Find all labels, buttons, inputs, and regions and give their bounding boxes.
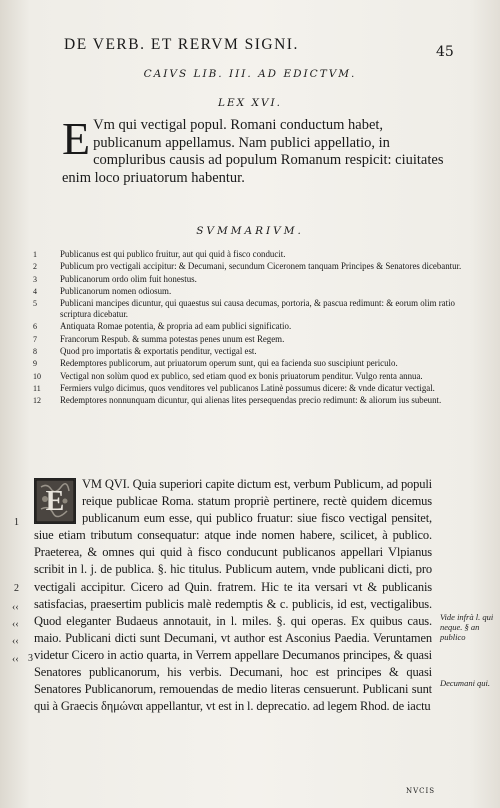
summary-item-number: 11 (33, 383, 41, 393)
ornament-icon (35, 479, 75, 523)
line-marker: 2 (14, 583, 19, 594)
line-marker: ‹‹ (12, 654, 19, 665)
summary-item (33, 261, 463, 272)
summary-item-number: 9 (33, 359, 37, 369)
summary-item-text: Publicani mancipes dicuntur, qui quaestus sui causa decumas, portoria, & pascua redimunt: & eorum olim ratio scriptura dicebatur. (60, 298, 455, 320)
summary-item-number: 1 (33, 250, 37, 259)
summary-list (33, 249, 463, 408)
opening-initial: E (62, 113, 91, 164)
line-marker: ‹‹ (12, 636, 19, 647)
summary-item-number: 2 (33, 262, 37, 272)
summary-item-number: 8 (33, 347, 37, 357)
summary-item (33, 371, 463, 382)
catchword: NVCIS (406, 787, 436, 795)
summary-item-text: Publicanorum ordo olim fuit honestus. (60, 273, 197, 284)
summary-item-text: Quod pro importatis & exportatis penditur, vectigal est. (60, 346, 257, 357)
summary-item-text: Francorum Respub. & summa potestas penes unum est Regem. (60, 333, 285, 344)
summary-item-text: Redemptores nonnunquam dicuntur, qui alienas lites persequendas precio redimunt: & aliorum ius subeunt. (60, 395, 442, 406)
opening-text: Vm qui vectigal popul. Romani conductum habet, publicanum appellamus. Nam publici appellatio, in compluribus causis ad populum Romanum respicit: ciuitates enim loco priuatorum habentur. (62, 117, 444, 186)
summary-item (33, 298, 463, 320)
commentary-body (34, 476, 432, 715)
summary-item-text: Publicanorum nomen odiosum. (60, 285, 172, 296)
summary-item-number: 6 (33, 322, 37, 332)
summary-item (33, 346, 463, 357)
summary-item (33, 383, 463, 394)
summary-item-number: 7 (33, 334, 37, 344)
summary-item (33, 274, 463, 285)
summary-item (33, 395, 463, 406)
line-marker: ‹‹ (12, 619, 19, 630)
lex-number: LEX XVI. (218, 97, 282, 109)
summary-item-text: Publicanus est qui publico fruitur, aut qui quid à fisco conducit. (60, 249, 286, 259)
summary-item-text: Antiquata Romae potentia, & propria ad eam publici significatio. (60, 321, 292, 332)
summary-title: SVMMARIVM. (196, 225, 304, 237)
summary-item (33, 334, 463, 345)
line-marker: ‹‹ (12, 602, 19, 613)
decorated-initial (34, 478, 76, 524)
margin-note: Vide infrà l. qui neque. § an publico (440, 612, 494, 642)
line-marker: 1 (14, 517, 19, 528)
commentary-text: VM QVI. Quia superiori capite dictum est, verbum Publicum, ad populi reique publicae Roma. statum propriè pertinere, rectè quidem dicemus publicanum eum esse, qui publico fruatur: siue fisco vectigal pensitet, siue etiam tributum consequatur: atque inde nomen habere, scilicet, à publico. Praeterea, & omnes qui quid à fisco conducunt publicanos appellari Vlpianus scribit in l. j. de publica. §. hic titulus. Publicum autem, vnde publicani dicti, pro vectigali accipitur. Cicero ad Quin. fratrem. Hic te ita versari vt & publicanis satisfacias, praesertim publicis malè redemptis & c. publicis, id est, vectigalibus. Quod eleganter Budaeus annotauit, in l. miles. §. qui operas. Ex quibus caus. maio. Publicani dicti sunt Decumani, vt author est Asconius Paedia. Veruntamen videtur Cicero in actio quarta, in Verrem appellare Decumanos principes, & quasi Senatores publicanorum, his verbis. Decumani, hoc est principes & quasi Senatores Publicanorum, remouendas de medio literas censuerunt. Publicani sunt qui à Graecis δημώναι appellantur, vt est in l. deprecatio. ad legem Rhod. de iactu (34, 477, 432, 714)
source-line: CAIVS LIB. III. AD EDICTVM. (143, 68, 357, 80)
initial-letter: E (45, 486, 65, 517)
line-marker: 3 (28, 653, 33, 664)
summary-item-number: 3 (33, 274, 37, 284)
opening-paragraph (62, 113, 452, 187)
summary-item (33, 358, 463, 369)
margin-note: Decumani qui. (440, 678, 491, 688)
summary-item-number: 10 (33, 371, 41, 381)
summary-item-text: Redemptores publicorum, aut priuatorum operum sunt, qui ea facienda suo suscipiunt periculo. (60, 358, 398, 369)
summary-item (33, 286, 463, 297)
summary-item-text: Publicum pro vectigali accipitur: & Decumani, secundum Ciceronem tanquam Principes & Senatores dicebantur. (60, 261, 462, 272)
page-number: 45 (436, 44, 454, 60)
summary-item-number: 5 (33, 299, 37, 309)
running-head: DE VERB. ET RERVM SIGNI. (64, 36, 299, 53)
summary-item (33, 249, 463, 260)
summary-item (33, 321, 463, 332)
summary-item-number: 4 (33, 286, 37, 296)
summary-item-number: 12 (33, 396, 41, 406)
summary-item-text: Vectigal non solùm quod ex publico, sed etiam quod ex bonis priuatorum penditur. Vulgo renta annua. (60, 370, 423, 381)
summary-item-text: Fermiers vulgo dicimus, quos venditores vel publicanos Latinè possumus dicere: & vnde dicatur vectigal. (60, 382, 435, 393)
